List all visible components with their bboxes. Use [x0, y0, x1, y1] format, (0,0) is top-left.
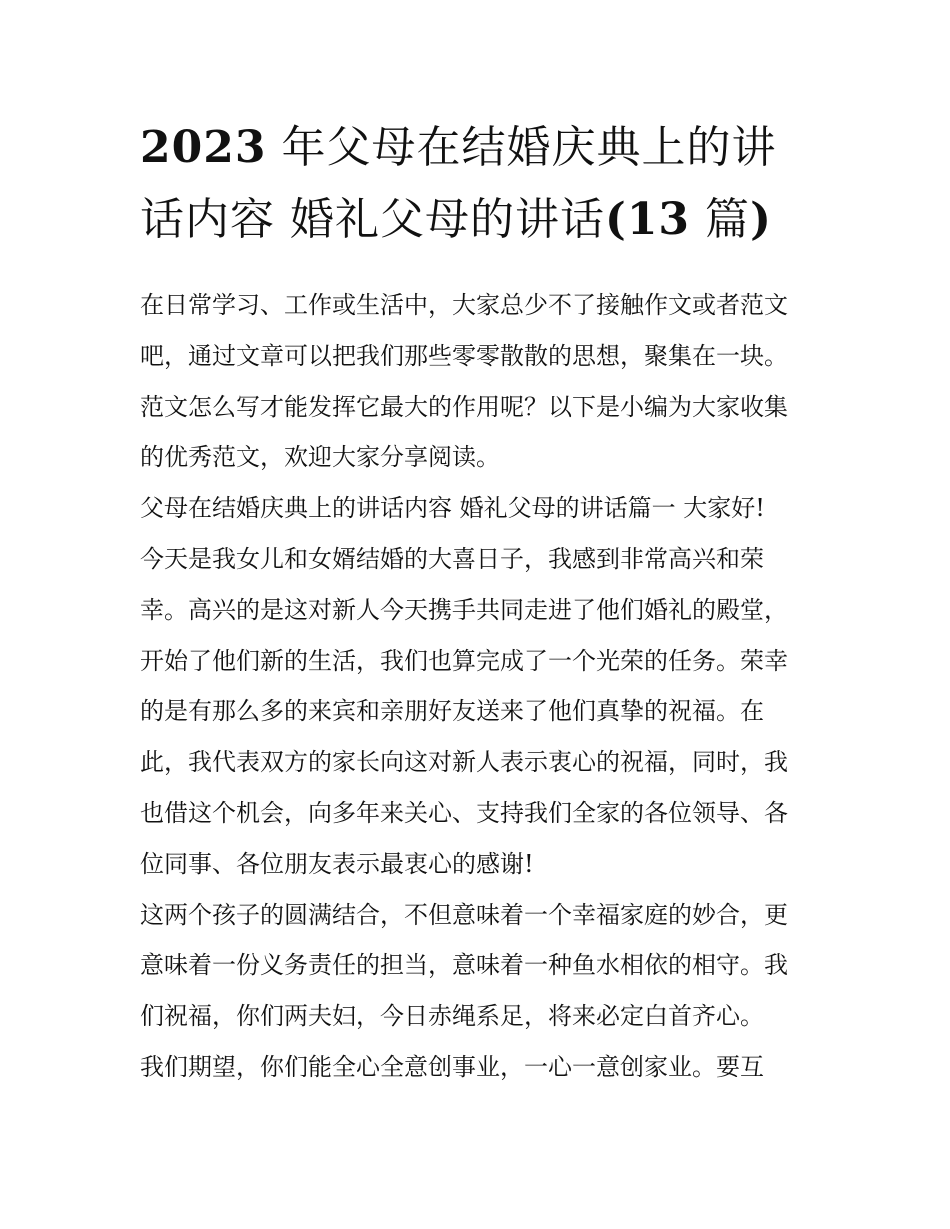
body-line: 今天是我女儿和女婿结婚的大喜日子，我感到非常高兴和荣: [140, 544, 764, 573]
title-line-2-text: 话内容 婚礼父母的讲话: [140, 194, 605, 245]
body-line: 的是有那么多的来宾和亲朋好友送来了他们真挚的祝福。在: [140, 697, 764, 726]
document-title: [140, 112, 820, 256]
title-line-1-text: 年父母在结婚庆典上的讲: [266, 122, 777, 173]
body-line: 开始了他们新的生活，我们也算完成了一个光荣的任务。荣幸: [140, 646, 788, 675]
title-count: (13: [605, 194, 691, 245]
body-line: 们祝福，你们两夫妇，今日赤绳系足，将来必定白首齐心。: [140, 1002, 764, 1031]
body-line: 吧，通过文章可以把我们那些零零散散的思想，聚集在一块。: [140, 341, 788, 370]
document-body: [140, 280, 820, 1093]
body-line: 也借这个机会，向多年来关心、支持我们全家的各位领导、各: [140, 798, 788, 827]
title-line-2: [140, 184, 820, 256]
title-close-paren: ): [750, 194, 772, 245]
body-line: 的优秀范文，欢迎大家分享阅读。: [140, 443, 500, 472]
title-count-unit: 篇: [690, 194, 751, 245]
body-line: 范文怎么写才能发挥它最大的作用呢？以下是小编为大家收集: [140, 392, 788, 421]
title-year: 2023: [140, 122, 267, 173]
title-line-1: [140, 112, 820, 184]
body-line: 位同事、各位朋友表示最衷心的感谢!: [140, 849, 534, 878]
body-line: 我们期望，你们能全心全意创事业，一心一意创家业。要互: [140, 1052, 764, 1081]
body-line: 意味着一份义务责任的担当，意味着一种鱼水相依的相守。我: [140, 951, 788, 980]
body-line: 幸。高兴的是这对新人今天携手共同走进了他们婚礼的殿堂，: [140, 595, 788, 624]
body-line: 此，我代表双方的家长向这对新人表示衷心的祝福，同时，我: [140, 748, 788, 777]
body-line: 在日常学习、工作或生活中，大家总少不了接触作文或者范文: [140, 291, 788, 319]
body-line: 父母在结婚庆典上的讲话内容 婚礼父母的讲话篇一 大家好!: [140, 494, 765, 523]
body-line: 这两个孩子的圆满结合，不但意味着一个幸福家庭的妙合，更: [140, 900, 788, 929]
